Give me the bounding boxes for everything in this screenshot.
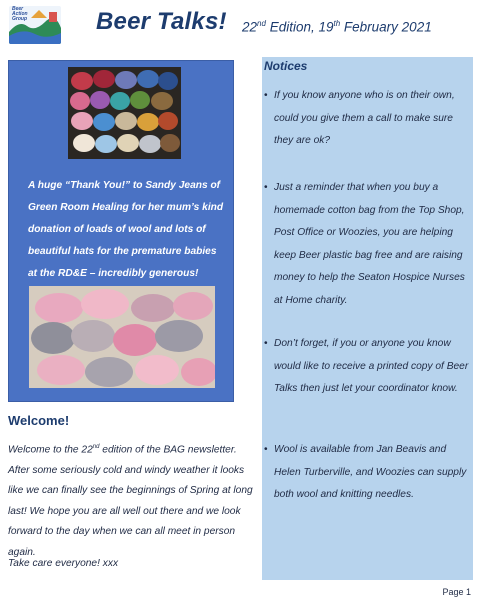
bullet-icon: • — [264, 444, 268, 455]
notice-item: • Wool is available from Jan Beavis and Helen Turberville, and Woozies can supply both wool and knitting needles. — [274, 439, 469, 507]
edition-date: 22nd Edition, 19th February 2021 — [242, 19, 432, 35]
welcome-heading: Welcome! — [8, 413, 70, 428]
thank-you-text: A huge “Thank You!” to Sandy Jeans of Green Room Healing for her mum’s kind donation of loads of wool and lots of beautiful hats for the premature babies at the RD&E – incredibly generous! — [28, 180, 224, 279]
notice-item: • If you know anyone who is on their own, could you give them a call to make sure they are ok? — [274, 85, 469, 153]
notice-item: • Just a reminder that when you buy a homemade cotton bag from the Top Shop, Post Office or Woozies, you are helping keep Beer plastic bag free and are raising money to help the Seaton Hospice Nurses at Home charity. — [274, 177, 469, 312]
thank-you-feature — [8, 60, 234, 402]
bullet-icon: • — [264, 338, 268, 349]
bullet-icon: • — [264, 182, 268, 193]
knitted-hats-photo — [29, 286, 215, 388]
wool-photo — [68, 67, 181, 159]
welcome-text: Welcome to the 22nd edition of the BAG newsletter. After some seriously cold and windy weather it looks like we can finally see the beginnings of Spring at long last! We hope you are all well out there and we look forward to the day when we can all meet in person again. — [8, 444, 253, 558]
page-number: Page 1 — [442, 587, 471, 597]
welcome-signoff: Take care everyone! xxx — [8, 558, 119, 569]
bullet-icon: • — [264, 90, 268, 101]
logo-text: Beer Action Group — [12, 6, 28, 22]
bag-logo — [9, 6, 61, 44]
newsletter-title: Beer Talks! — [96, 8, 227, 35]
notice-item: • Don’t forget, if you or anyone you know would like to receive a printed copy of Beer Talks then just let your coordinator know. — [274, 333, 469, 401]
notices-heading: Notices — [264, 59, 308, 73]
notices-panel — [262, 57, 473, 580]
